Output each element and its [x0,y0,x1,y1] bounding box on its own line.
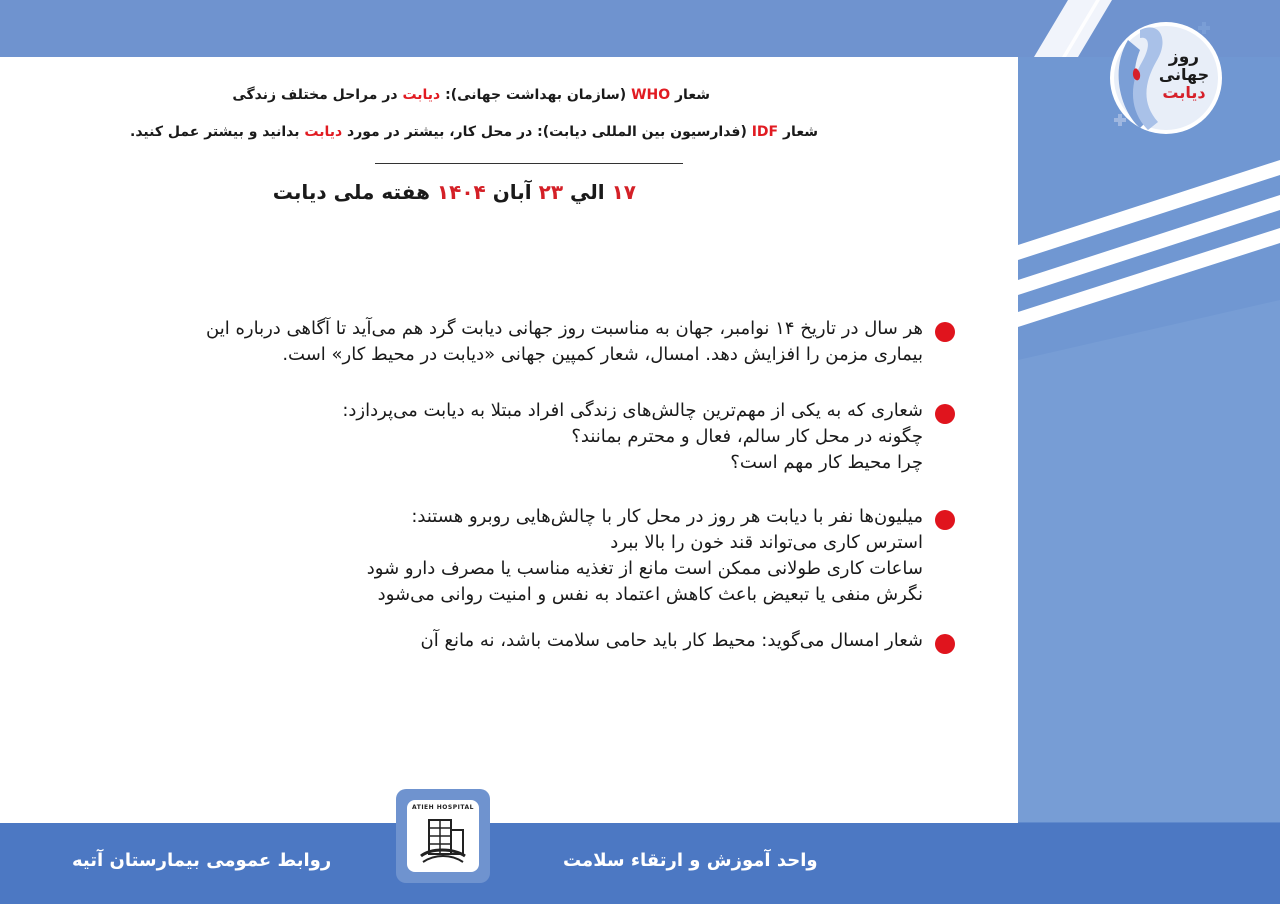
bullet-line: چرا محیط کار مهم است؟ [730,452,923,473]
idf-org: (فدارسیون بین المللی دیابت): [532,124,752,140]
idf-abbr: IDF [751,124,779,140]
footer-public-relations: روابط عمومی بیمارستان آتیه [72,850,332,871]
bullet-line: ساعات کاری طولانی ممکن است مانع از تغذیه مناسب یا مصرف دارو شود [366,558,923,579]
who-slogan [232,87,710,103]
list-item [25,628,955,654]
week-sep: الي [563,180,612,204]
who-org: (سازمان بهداشت جهانی): [440,87,632,103]
list-item [25,316,955,368]
right-side-panel [1018,57,1280,823]
bullet-line: میلیون‌ها نفر با دیابت هر روز در محل کار با چالش‌هایی روبرو هستند: [411,506,923,527]
bullet-line: بیماری مزمن را افزایش دهد. امسال، شعار کمپین جهانی «دیابت در محیط کار» است. [282,344,923,365]
top-band [0,0,1280,57]
who-highlight: دیابت [402,87,441,103]
list-item [25,398,955,476]
bullet-dot-icon [935,322,955,342]
footer-health-unit: واحد آموزش و ارتقاء سلامت [563,850,818,871]
bullet-line: استرس کاری می‌تواند قند خون را بالا ببرد [610,532,923,553]
bullet-line: نگرش منفی یا تبعیض باعث کاهش اعتماد به نفس و امنیت روانی می‌شود [377,584,923,605]
national-diabetes-week [273,180,636,204]
bullet-line: شعار امسال می‌گوید: محیط کار باید حامی سلامت باشد، نه مانع آن [420,630,923,651]
idf-slogan [130,124,818,140]
header-divider [375,163,683,164]
idf-slogan-prefix: شعار [783,124,818,140]
who-slogan-prefix: شعار [675,87,710,103]
bullet-dot-icon [935,510,955,530]
week-month: آبان [485,180,539,204]
bullet-dot-icon [935,404,955,424]
bullet-dot-icon [935,634,955,654]
world-diabetes-day-badge [1100,10,1222,142]
bullet-line: چگونه در محل کار سالم، فعال و محترم بمانند؟ [571,426,923,447]
idf-highlight: دیابت [304,124,343,140]
list-item [25,504,955,608]
bullet-line: شعاری که به یکی از مهم‌ترین چالش‌های زندگی افراد مبتلا به دیابت می‌پردازد: [342,400,923,421]
week-year: ۱۴۰۴ [436,180,486,204]
badge-line-3: دیابت [1162,83,1206,102]
week-day1: ۱۷ [611,180,636,204]
bullet-list [25,316,955,678]
hospital-logo [396,789,490,883]
hospital-logo-text: ATIEH HOSPITAL [412,804,474,811]
who-abbr: WHO [631,87,671,103]
badge-line-2: جهانی [1158,65,1210,84]
who-rest: در مراحل مختلف زندگی [232,87,403,103]
week-label: هفته ملی دیابت [272,180,437,204]
week-day2: ۲۳ [538,180,564,204]
idf-text: در محل کار، بیشتر در مورد [342,124,533,140]
hospital-logo-inner [407,800,479,872]
badge-line-1: روز [1168,47,1200,67]
idf-rest: بدانید و بیشتر عمل کنید. [130,124,305,140]
bullet-line: هر سال در تاریخ ۱۴ نوامبر، جهان به مناسبت روز جهانی دیابت گرد هم می‌آید تا آگاهی درباره این [206,318,923,339]
